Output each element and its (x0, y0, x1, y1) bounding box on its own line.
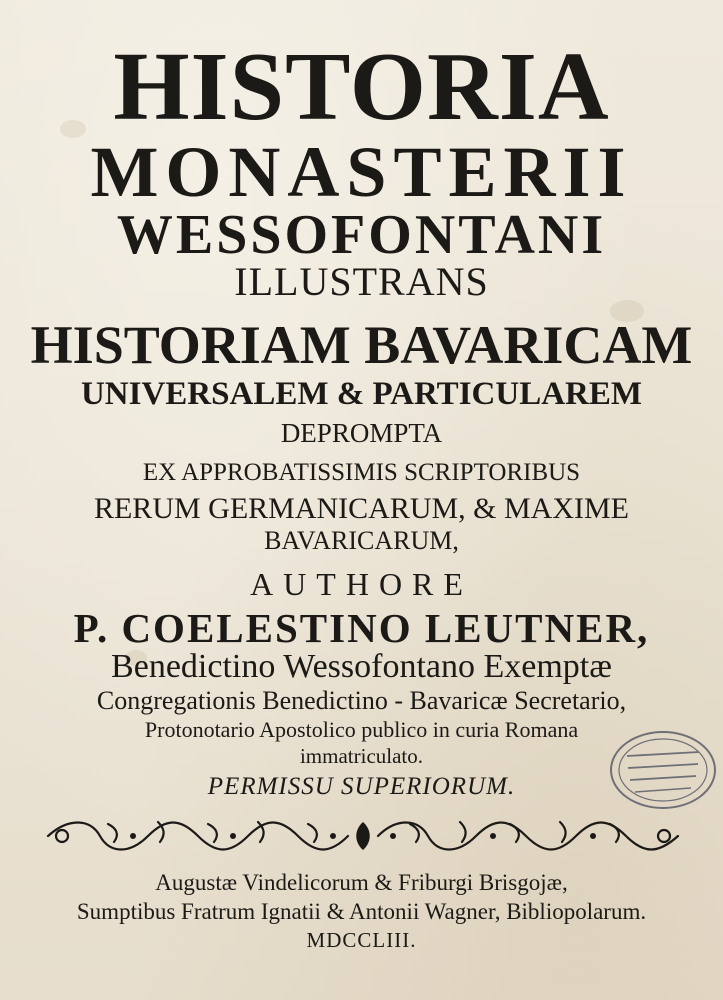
subtitle-bavaricarum: BAVARICARUM, (264, 526, 459, 555)
title-monasterii: MONASTERII (90, 132, 633, 212)
subtitle-approbatissimis: EX APPROBATISSIMIS SCRIPTORIBUS (142, 459, 581, 486)
imprint-place: Augustæ Vindelicorum & Friburgi Brisgojæ, (155, 870, 568, 895)
title-deprompta: DEPROMPTA (280, 418, 443, 448)
title-illustrans: ILLUSTRANS (234, 259, 489, 304)
imprint-publisher: Sumptibus Fratrum Ignatii & Antonii Wagner, Bibliopolarum. (76, 899, 647, 924)
imprint-year: MDCCLIII. (306, 928, 417, 952)
floral-ornament-band (38, 812, 688, 860)
author-title-1: Benedictino Wessofontano Exemptæ (111, 648, 612, 685)
author-title-3: Protonotario Apostolico publico in curia Romana (144, 717, 579, 742)
author-title-2: Congregationis Benedictino - Bavaricæ Secretario, (96, 686, 627, 715)
author-name: P. COELESTINO LEUTNER, (73, 605, 650, 651)
title-wessofontani: WESSOFONTANI (116, 204, 607, 266)
subtitle-rerum-germanicarum: RERUM GERMANICARUM, & MAXIME (93, 492, 630, 525)
title-universalem: UNIVERSALEM & PARTICULAREM (80, 376, 643, 412)
library-stamp (603, 714, 723, 834)
author-title-4: immatriculato. (299, 744, 424, 768)
title-historia: HISTORIA (113, 33, 610, 141)
permission-line: PERMISSU SUPERIORUM. (207, 773, 516, 800)
author-label: AUTHORE (250, 566, 473, 602)
title-historiam-bavaricam: HISTORIAM BAVARICAM (30, 315, 693, 375)
